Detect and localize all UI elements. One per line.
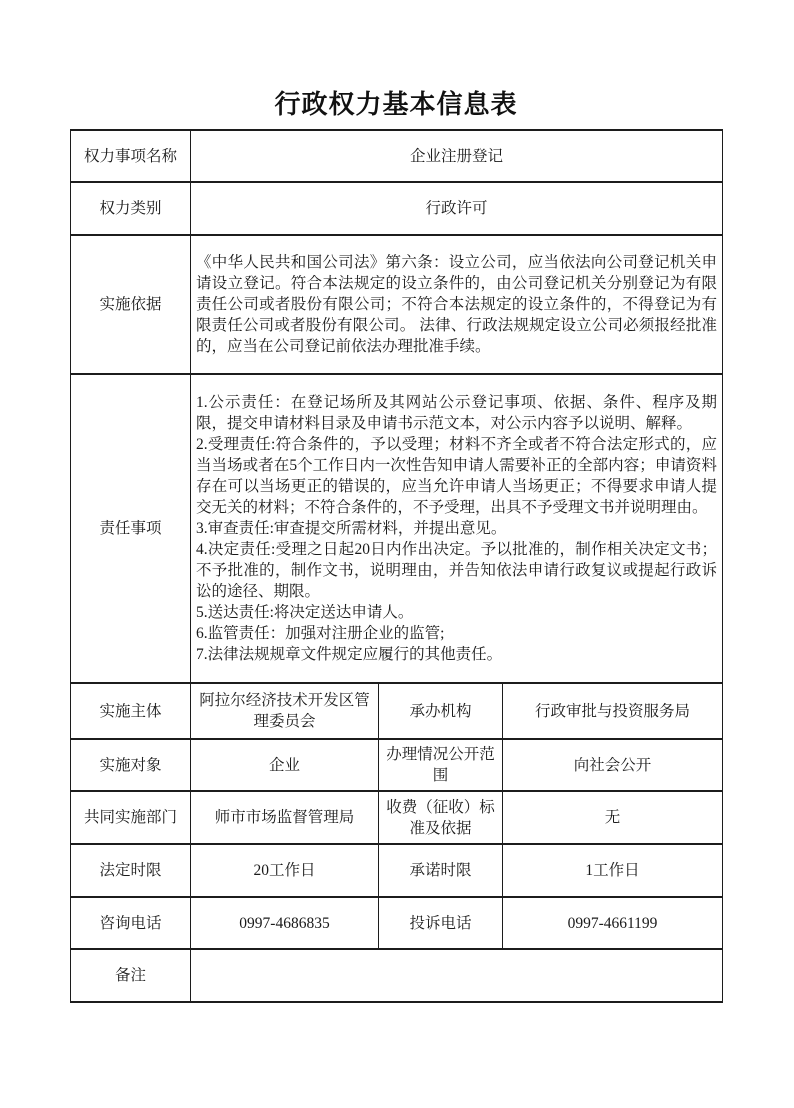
subject-value: 阿拉尔经济技术开发区管理委员会: [191, 683, 379, 739]
fee-label: 收费（征收）标准及依据: [379, 791, 503, 844]
basis-value: 《中华人民共和国公司法》第六条：设立公司，应当依法向公司登记机关申请设立登记。符合本法规定的设立条件的，由公司登记机关分别登记为有限责任公司或者股份有限公司；不符合本法规定的设立条件的，不得登记为有限责任公司或者股份有限公司。 法律、行政法规规定设立公司必须报经批准的，应当在公司登记前依法办理批准手续。: [191, 235, 723, 374]
row-duties: [71, 374, 723, 683]
duty-item-2: 2.受理责任:符合条件的，予以受理；材料不齐全或者不符合法定形式的，应当当场或者在5个工作日内一次性告知申请人需要补正的全部内容；申请资料存在可以当场更正的错误的，应当允许申请人当场更正；不得要求申请人提交无关的材料；不符合条件的，不予受理，出具不予受理文书并说明理由。: [196, 436, 717, 516]
basis-label: 实施依据: [71, 235, 191, 374]
consult-phone-value: 0997-4686835: [191, 897, 379, 949]
row-power-name: [71, 130, 723, 182]
agency-label: 承办机构: [379, 683, 503, 739]
power-type-value: 行政许可: [191, 182, 723, 235]
row-remarks: [71, 949, 723, 1002]
page-title: 行政权力基本信息表: [274, 90, 518, 119]
row-joint-dept: [71, 791, 723, 844]
joint-dept-value: 师市市场监督管理局: [191, 791, 379, 844]
target-label: 实施对象: [71, 739, 191, 791]
row-time-limit: [71, 844, 723, 897]
joint-dept-label: 共同实施部门: [71, 791, 191, 844]
fee-value: 无: [503, 791, 723, 844]
agency-value: 行政审批与投资服务局: [503, 683, 723, 739]
duty-item-5: 5.送达责任:将决定送达申请人。: [196, 604, 414, 621]
row-power-type: [71, 182, 723, 235]
info-table: [70, 129, 723, 1003]
duty-item-7: 7.法律法规规章文件规定应履行的其他责任。: [196, 646, 503, 663]
remarks-label: 备注: [71, 949, 191, 1002]
consult-phone-label: 咨询电话: [71, 897, 191, 949]
complaint-phone-label: 投诉电话: [379, 897, 503, 949]
publicity-label: 办理情况公开范围: [379, 739, 503, 791]
duty-item-4: 4.决定责任:受理之日起20日内作出决定。予以批准的，制作相关决定文书；不予批准的，制作文书，说明理由，并告知依法申请行政复议或提起行政诉讼的途径、期限。: [196, 541, 717, 600]
duty-item-6: 6.监管责任：加强对注册企业的监管;: [196, 625, 445, 642]
power-name-value: 企业注册登记: [191, 130, 723, 182]
publicity-value: 向社会公开: [503, 739, 723, 791]
legal-time-value: 20工作日: [191, 844, 379, 897]
power-type-label: 权力类别: [71, 182, 191, 235]
legal-time-label: 法定时限: [71, 844, 191, 897]
row-phones: [71, 897, 723, 949]
duties-value: [191, 374, 723, 683]
row-subject: [71, 683, 723, 739]
power-name-label: 权力事项名称: [71, 130, 191, 182]
duties-label: 责任事项: [71, 374, 191, 683]
promised-time-value: 1工作日: [503, 844, 723, 897]
complaint-phone-value: 0997-4661199: [503, 897, 723, 949]
duty-item-1: 1.公示责任：在登记场所及其网站公示登记事项、依据、条件、程序及期限，提交申请材料目录及申请书示范文本，对公示内容予以说明、解释。: [196, 394, 717, 432]
duty-item-3: 3.审查责任:审查提交所需材料，并提出意见。: [196, 520, 507, 537]
row-basis: [71, 235, 723, 374]
target-value: 企业: [191, 739, 379, 791]
row-target: [71, 739, 723, 791]
remarks-value: [191, 949, 723, 1002]
subject-label: 实施主体: [71, 683, 191, 739]
promised-time-label: 承诺时限: [379, 844, 503, 897]
